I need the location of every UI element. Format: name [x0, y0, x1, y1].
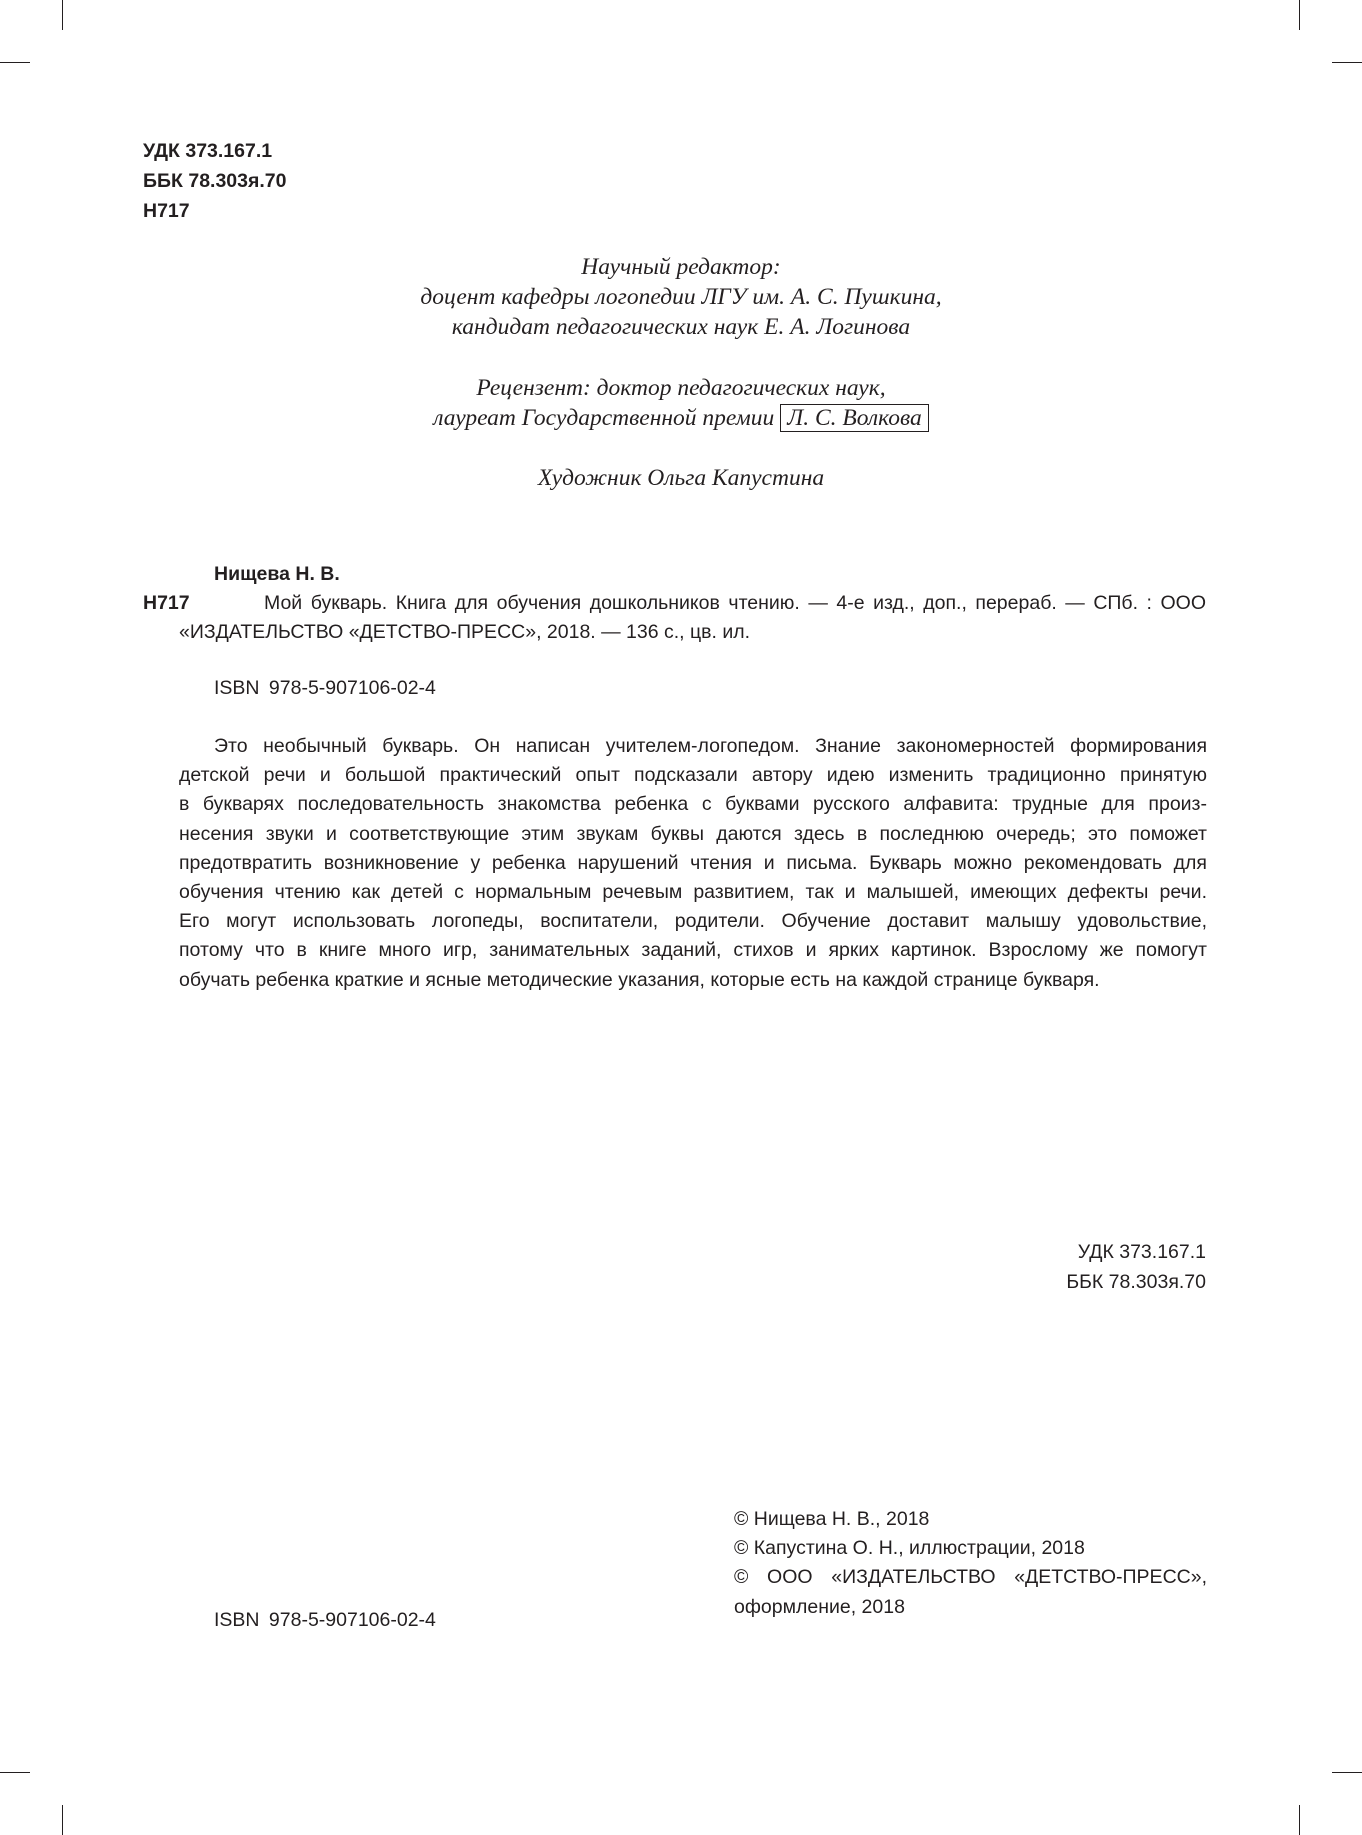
credit-line — [0, 403, 1362, 433]
crop-mark-right-bottom — [1332, 1772, 1362, 1773]
classification-codes — [143, 136, 286, 226]
crop-mark-bottom-right — [1299, 1805, 1300, 1835]
reviewer-title: лауреат Государственной премии — [433, 405, 775, 431]
annotation-line: Его могут использовать логопеды, воспитатели, родители. Обучение доставит малышу удовольствие, — [179, 910, 1207, 933]
annotation-line: обучения чтению как детей с нормальным речевым развитием, так и малышей, имеющих дефекты речи. — [179, 881, 1207, 904]
copyright-line: © Капустина О. Н., иллюстрации, 2018 — [734, 1537, 1085, 1560]
author-sign: Н717 — [143, 200, 190, 222]
annotation-line: потому что в книге много игр, занимательных заданий, стихов и ярких картинок. Взрослому же помогут — [179, 939, 1207, 962]
copyright-line: © Нищева Н. В., 2018 — [734, 1508, 930, 1530]
crop-mark-left-top — [0, 62, 30, 63]
credit-line: Научный редактор: — [581, 254, 781, 280]
annotation-paragraph — [179, 732, 1207, 995]
reviewer-credit — [0, 373, 1362, 433]
copyright-line: © ООО «ИЗДАТЕЛЬСТВО «ДЕТСТВО-ПРЕСС», — [734, 1566, 1207, 1589]
bbk-code: ББК 78.303я.70 — [143, 170, 287, 192]
credit-line: кандидат педагогических наук Е. А. Логинова — [451, 314, 911, 340]
footer-isbn: ISBN 978-5-907106-02-4 — [214, 1609, 436, 1631]
crop-mark-right-top — [1332, 62, 1362, 63]
crop-mark-left-bottom — [0, 1772, 30, 1773]
copyright-block — [734, 1505, 1207, 1622]
udk-code: УДК 373.167.1 — [1077, 1241, 1206, 1263]
bibliography-author-sign: Н717 — [143, 592, 190, 614]
footer-classification-codes — [1066, 1237, 1206, 1297]
udk-code: УДК 373.167.1 — [143, 140, 273, 162]
credit-line: доцент кафедры логопедии ЛГУ им. А. С. Пушкина, — [420, 284, 942, 310]
artist-credit — [0, 463, 1362, 493]
crop-mark-bottom-left — [62, 1805, 63, 1835]
annotation-line: в букварях последовательность знакомства ребенка с буквами русского алфавита: трудные для произ- — [179, 793, 1207, 816]
bbk-code: ББК 78.303я.70 — [1066, 1271, 1206, 1293]
credit-line: Рецензент: доктор педагогических наук, — [476, 375, 886, 401]
credit-line: Художник Ольга Капустина — [537, 465, 825, 491]
bibliography-line: «ИЗДАТЕЛЬСТВО «ДЕТСТВО-ПРЕСС», 2018. — 136 с., цв. ил. — [179, 621, 751, 643]
isbn: ISBN 978-5-907106-02-4 — [214, 677, 436, 699]
annotation-line: несения звуки и соответствующие этим звукам буквы даются здесь в последнюю очередь; это поможет — [179, 822, 1207, 845]
scientific-editor-credit — [0, 252, 1362, 342]
crop-mark-top-right — [1299, 0, 1300, 30]
bibliography-line: Мой букварь. Книга для обучения дошкольников чтению. — 4-е изд., доп., перераб. — СПб. : ООО — [264, 592, 1206, 614]
annotation-line: детской речи и большой практический опыт подсказали автору идею изменить традиционно принятую — [179, 764, 1207, 787]
annotation-line: предотвратить возникновение у ребенка нарушений чтения и письма. Букварь можно рекомендовать для — [179, 851, 1207, 874]
annotation-line: обучать ребенка краткие и ясные методические указания, которые есть на каждой странице букваря. — [179, 968, 1100, 991]
reviewer-name-box: Л. С. Волкова — [780, 404, 929, 432]
copyright-line: оформление, 2018 — [734, 1595, 905, 1618]
author-name: Нищева Н. В. — [214, 563, 340, 585]
crop-mark-top-left — [62, 0, 63, 30]
annotation-line: Это необычный букварь. Он написан учителем-логопедом. Знание закономерностей формирования — [214, 735, 1207, 757]
